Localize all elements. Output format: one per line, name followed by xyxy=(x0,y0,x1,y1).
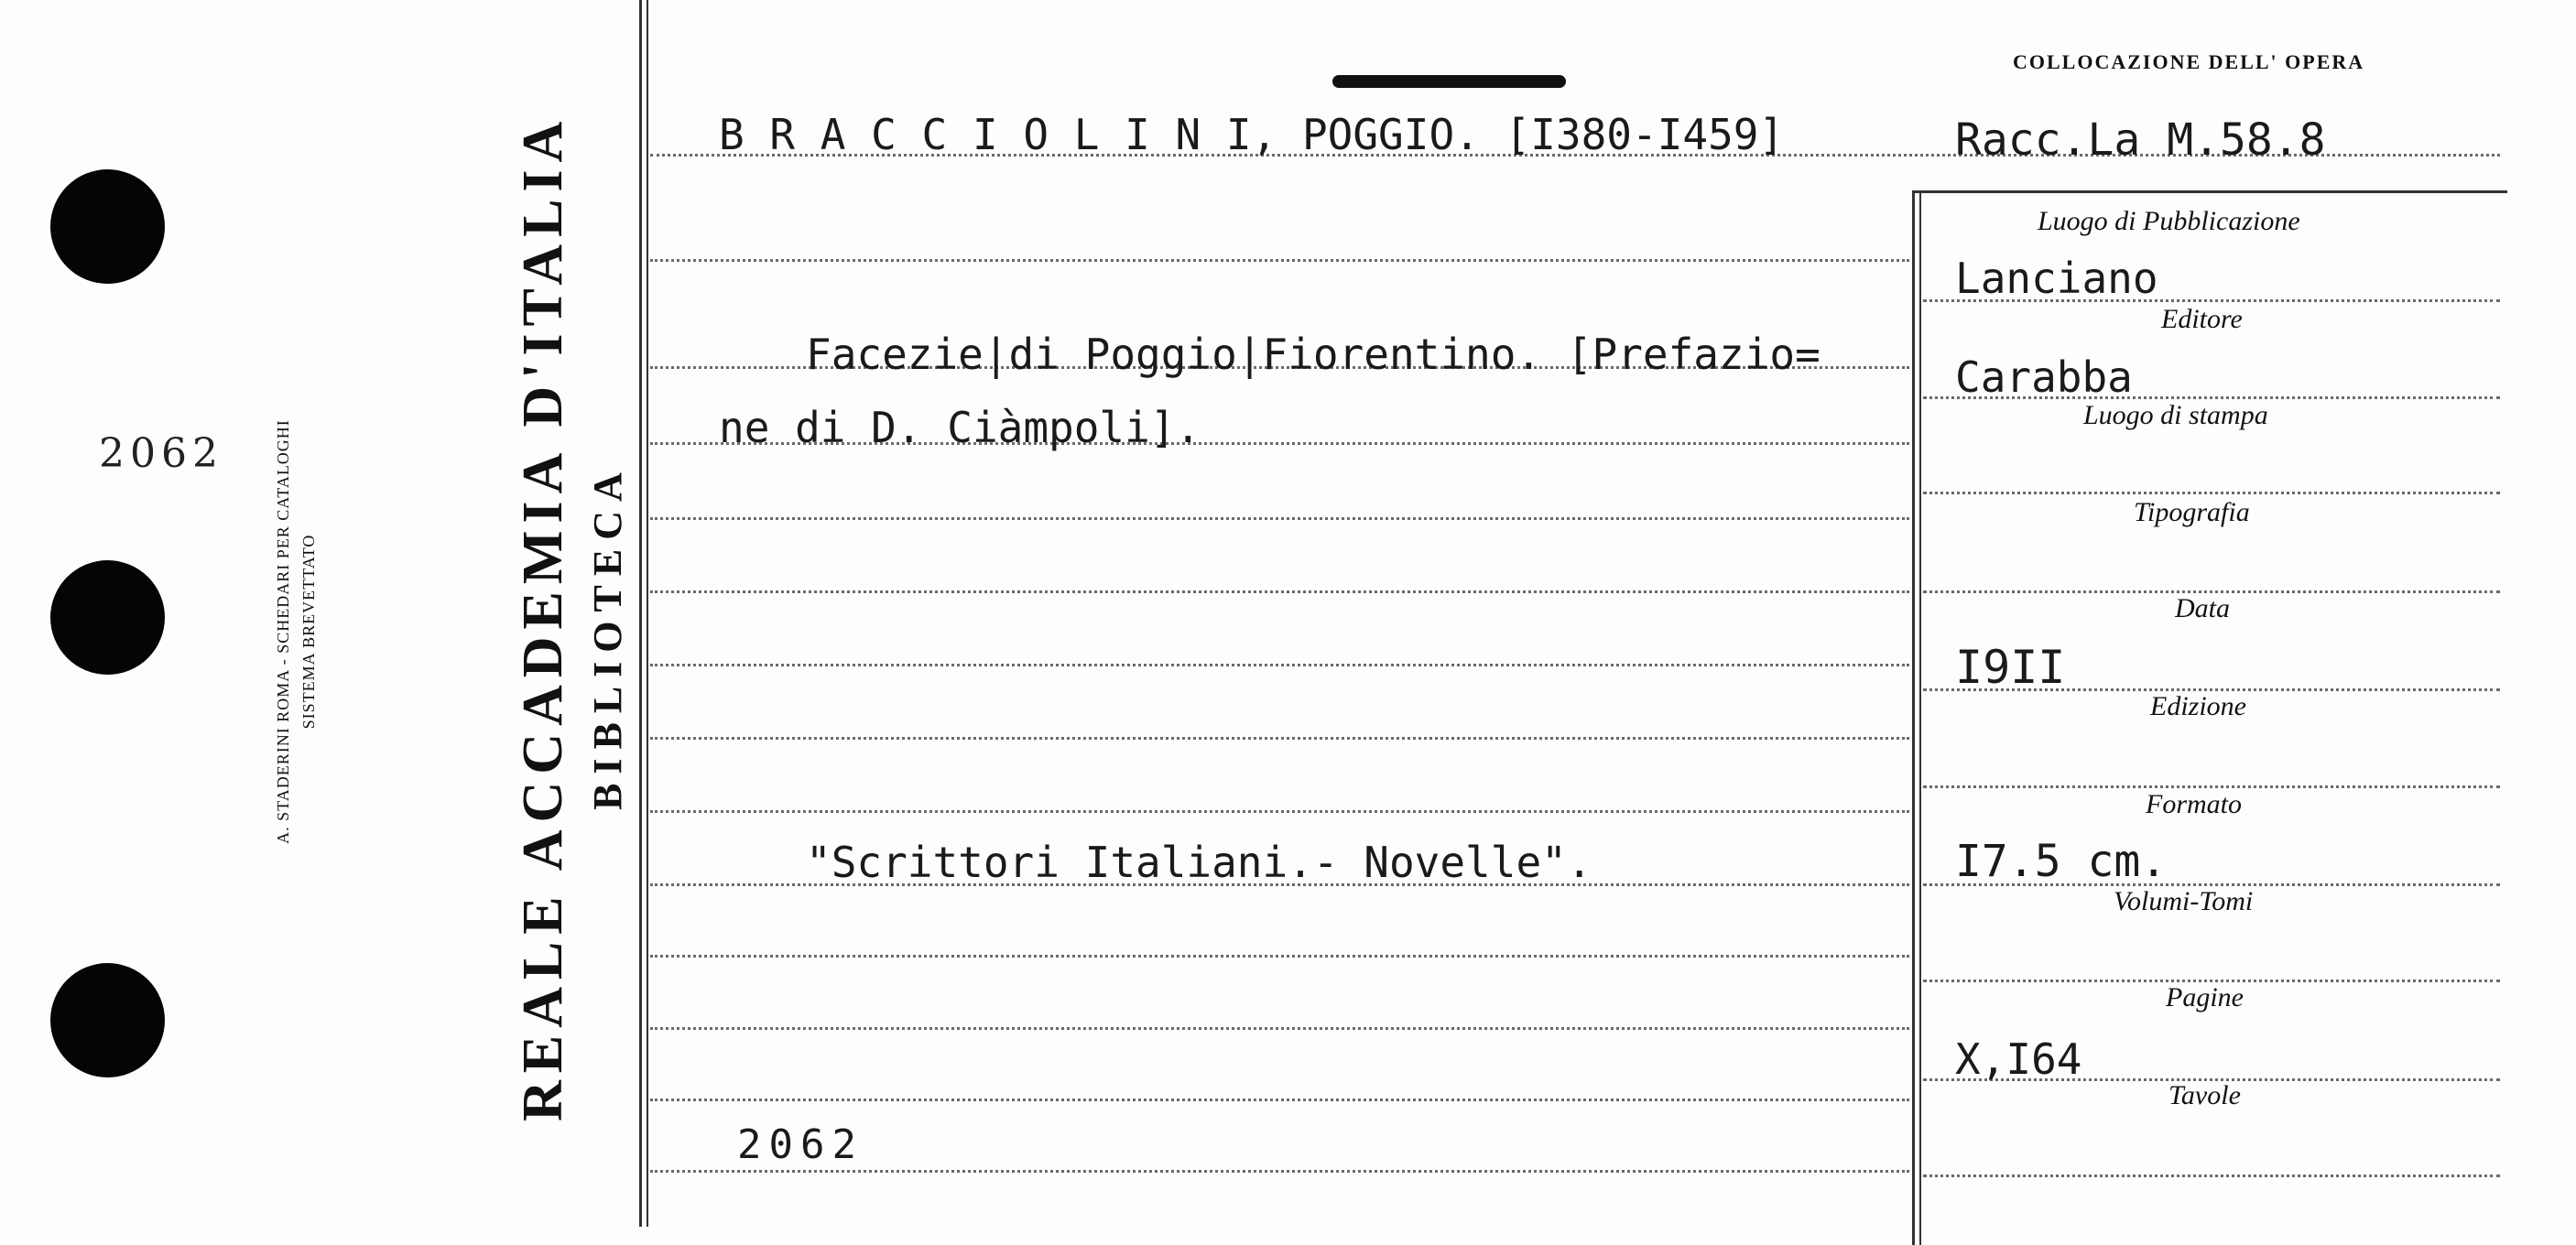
strikethrough-mark xyxy=(1332,75,1566,88)
label-volumes: Volumi-Tomi xyxy=(2114,886,2254,916)
field-line xyxy=(1923,492,2500,494)
location-header: COLLOCAZIONE DELL' OPERA xyxy=(2013,50,2365,73)
value-pages: X,I64 xyxy=(1955,1034,2082,1084)
ruled-line xyxy=(650,517,1909,520)
label-publisher: Editore xyxy=(2161,304,2243,334)
ruled-line xyxy=(650,737,1909,740)
side-serial-number: 2062 xyxy=(99,430,223,477)
academy-name: REALE ACCADEMIA D'ITALIA xyxy=(512,114,574,1121)
ruled-line xyxy=(650,259,1909,262)
right-column-rule-inner xyxy=(1919,190,1921,1245)
printer-imprint xyxy=(270,339,321,925)
ruled-line xyxy=(650,664,1909,666)
left-margin-rule xyxy=(639,0,642,1227)
punch-hole-middle xyxy=(50,560,165,675)
label-plates: Tavole xyxy=(2168,1080,2241,1110)
punch-hole-top xyxy=(50,169,165,284)
value-format: I7.5 cm. xyxy=(1955,836,2168,887)
printer-line-1: A. STADERINI ROMA - SCHEDARI PER CATALOGHI xyxy=(274,419,292,844)
ruled-line xyxy=(650,810,1909,813)
label-place-of-printing: Luogo di stampa xyxy=(2083,400,2268,430)
label-edition: Edizione xyxy=(2150,691,2246,721)
field-line xyxy=(1923,1175,2500,1177)
value-place-of-publication: Lanciano xyxy=(1955,254,2158,303)
ruled-line xyxy=(650,1099,1909,1101)
title-line-2: ne di D. Ciàmpoli]. xyxy=(719,403,1201,452)
ruled-line xyxy=(650,1170,1909,1173)
value-publisher: Carabba xyxy=(1955,352,2133,402)
label-place-of-publication: Luogo di Pubblicazione xyxy=(2038,206,2300,236)
series-statement: "Scrittori Italiani.- Novelle". xyxy=(806,838,1592,887)
right-column-rule xyxy=(1912,190,1915,1245)
label-date: Data xyxy=(2175,593,2230,623)
right-column-top-rule xyxy=(1912,190,2507,193)
left-margin-rule-inner xyxy=(647,0,648,1227)
title-line-1: Facezie|di Poggio|Fiorentino. [Prefazio= xyxy=(806,330,1821,379)
ruled-line xyxy=(650,955,1909,958)
value-date: I9II xyxy=(1955,641,2066,694)
library-name: BIBLIOTECA xyxy=(585,463,630,810)
ruled-line xyxy=(650,590,1909,593)
shelfmark: Racc.La M.58.8 xyxy=(1955,114,2326,166)
label-printer: Tipografia xyxy=(2134,497,2250,527)
author-heading: B R A C C I O L I N I, POGGIO. [I380-I459] xyxy=(719,110,1785,159)
label-format: Formato xyxy=(2146,789,2242,819)
bottom-serial-number: 2062 xyxy=(737,1121,864,1168)
label-pages: Pagine xyxy=(2166,982,2244,1012)
field-line xyxy=(1923,785,2500,788)
ruled-line xyxy=(650,1027,1909,1030)
printer-line-2: SISTEMA BREVETTATO xyxy=(299,534,318,730)
punch-hole-bottom xyxy=(50,963,165,1077)
